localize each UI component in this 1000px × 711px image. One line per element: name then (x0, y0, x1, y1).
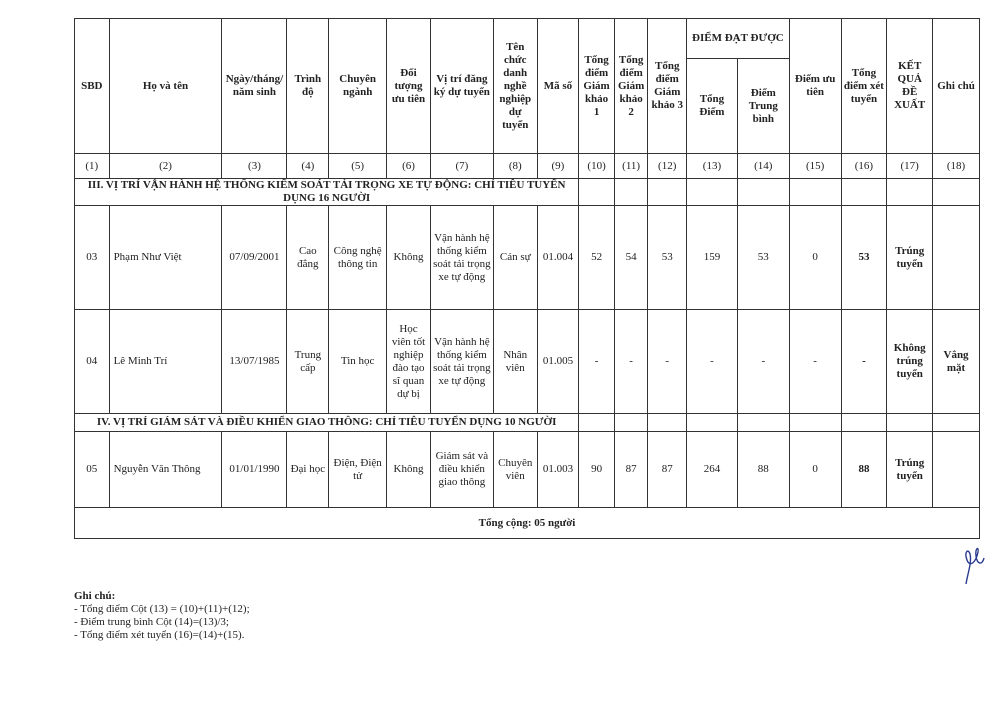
cell-position: Vận hành hệ thống kiểm soát tải trọng xe tự động (430, 310, 493, 414)
header-average: Điểm Trung bình (737, 59, 789, 154)
cell-name: Phạm Như Việt (109, 206, 222, 310)
header-code: Mã số (537, 19, 579, 154)
cell-result: Không trúng tuyển (887, 310, 933, 414)
colnum: (3) (222, 154, 287, 179)
header-achieved: ĐIỂM ĐẠT ĐƯỢC (687, 19, 790, 59)
cell-result: Trúng tuyển (887, 206, 933, 310)
cell-prio-pts: 0 (789, 432, 841, 508)
header-name: Họ và tên (109, 19, 222, 154)
colnum: (8) (493, 154, 537, 179)
cell-j3: 53 (648, 206, 687, 310)
cell-j2: 87 (614, 432, 648, 508)
header-major: Chuyên ngành (329, 19, 387, 154)
table-row (75, 432, 980, 508)
cell-priority: Không (387, 432, 431, 508)
cell-dob: 13/07/1985 (222, 310, 287, 414)
cell-title: Nhân viên (493, 310, 537, 414)
cell-prio-pts: - (789, 310, 841, 414)
cell-note: Vắng mặt (933, 310, 980, 414)
table-row (75, 310, 980, 414)
cell-position: Giám sát và điều khiển giao thông (430, 432, 493, 508)
cell-major: Công nghệ thông tin (329, 206, 387, 310)
header-note: Ghi chú (933, 19, 980, 154)
notes-line: - Điểm trung bình Cột (14)=(13)/3; (74, 616, 229, 628)
cell-total: - (687, 310, 738, 414)
colnum: (15) (789, 154, 841, 179)
cell-code: 01.005 (537, 310, 579, 414)
header-priority-subject: Đối tượng ưu tiên (387, 19, 431, 154)
cell-title: Cán sự (493, 206, 537, 310)
colnum: (2) (109, 154, 222, 179)
results-table (74, 18, 980, 539)
cell-major: Tin học (329, 310, 387, 414)
cell-final: 88 (841, 432, 887, 508)
cell-avg: 88 (737, 432, 789, 508)
header-judge3: Tổng điểm Giám khảo 3 (648, 19, 687, 154)
colnum: (12) (648, 154, 687, 179)
cell-priority: Học viên tốt nghiệp đào tạo sĩ quan dự bị (387, 310, 431, 414)
cell-result: Trúng tuyển (887, 432, 933, 508)
cell-j2: - (614, 310, 648, 414)
header-total: Tổng Điểm (687, 59, 738, 154)
header-dob: Ngày/tháng/ năm sinh (222, 19, 287, 154)
header-result: KẾT QUẢ ĐỀ XUẤT (887, 19, 933, 154)
cell-total: 264 (687, 432, 738, 508)
cell-dob: 01/01/1990 (222, 432, 287, 508)
cell-total: 159 (687, 206, 738, 310)
signature-icon (958, 532, 988, 592)
section-4-title: IV. VỊ TRÍ GIÁM SÁT VÀ ĐIỀU KHIỂN GIAO THÔNG: CHỈ TIÊU TUYỂN DỤNG 10 NGƯỜI (75, 414, 579, 432)
notes-line: - Tổng điểm xét tuyển (16)=(14)+(15). (74, 629, 245, 641)
header-title: Tên chức danh nghề nghiệp dự tuyển (493, 19, 537, 154)
header-position: Vị trí đăng ký dự tuyển (430, 19, 493, 154)
colnum: (11) (614, 154, 648, 179)
header-priority-points: Điểm ưu tiên (789, 19, 841, 154)
cell-level: Đại học (287, 432, 329, 508)
colnum: (5) (329, 154, 387, 179)
cell-note (933, 206, 980, 310)
header-judge2: Tổng điểm Giám khảo 2 (614, 19, 648, 154)
cell-sbd: 05 (75, 432, 110, 508)
cell-j1: 90 (579, 432, 615, 508)
cell-final: 53 (841, 206, 887, 310)
cell-sbd: 03 (75, 206, 110, 310)
cell-j1: 52 (579, 206, 615, 310)
notes-title: Ghi chú: (74, 590, 116, 602)
cell-major: Điện, Điện tử (329, 432, 387, 508)
cell-j1: - (579, 310, 615, 414)
colnum: (18) (933, 154, 980, 179)
header-sbd: SBD (75, 19, 110, 154)
cell-priority: Không (387, 206, 431, 310)
cell-note (933, 432, 980, 508)
cell-name: Lê Minh Trí (109, 310, 222, 414)
cell-name: Nguyễn Văn Thông (109, 432, 222, 508)
header-judge1: Tổng điểm Giám khảo 1 (579, 19, 615, 154)
header-final: Tổng điểm xét tuyển (841, 19, 887, 154)
cell-position: Vận hành hệ thống kiểm soát tải trọng xe tự động (430, 206, 493, 310)
cell-avg: 53 (737, 206, 789, 310)
colnum: (14) (737, 154, 789, 179)
cell-title: Chuyên viên (493, 432, 537, 508)
table-row (75, 206, 980, 310)
cell-final: - (841, 310, 887, 414)
colnum: (13) (687, 154, 738, 179)
cell-j3: 87 (648, 432, 687, 508)
colnum: (9) (537, 154, 579, 179)
section-3-title: III. VỊ TRÍ VẬN HÀNH HỆ THỐNG KIỂM SOÁT TẢI TRỌNG XE TỰ ĐỘNG: CHỈ TIÊU TUYỂN DỤNG 16 NGƯỜI (75, 179, 579, 206)
cell-code: 01.003 (537, 432, 579, 508)
colnum: (1) (75, 154, 110, 179)
cell-avg: - (737, 310, 789, 414)
cell-dob: 07/09/2001 (222, 206, 287, 310)
cell-j2: 54 (614, 206, 648, 310)
header-level: Trình độ (287, 19, 329, 154)
cell-level: Cao đẳng (287, 206, 329, 310)
colnum: (4) (287, 154, 329, 179)
cell-level: Trung cấp (287, 310, 329, 414)
colnum: (10) (579, 154, 615, 179)
total-count: Tổng cộng: 05 người (75, 508, 980, 539)
colnum: (7) (430, 154, 493, 179)
notes (74, 590, 250, 642)
colnum: (16) (841, 154, 887, 179)
cell-j3: - (648, 310, 687, 414)
cell-code: 01.004 (537, 206, 579, 310)
cell-prio-pts: 0 (789, 206, 841, 310)
cell-sbd: 04 (75, 310, 110, 414)
notes-line: - Tổng điểm Cột (13) = (10)+(11)+(12); (74, 603, 250, 615)
colnum: (6) (387, 154, 431, 179)
colnum: (17) (887, 154, 933, 179)
